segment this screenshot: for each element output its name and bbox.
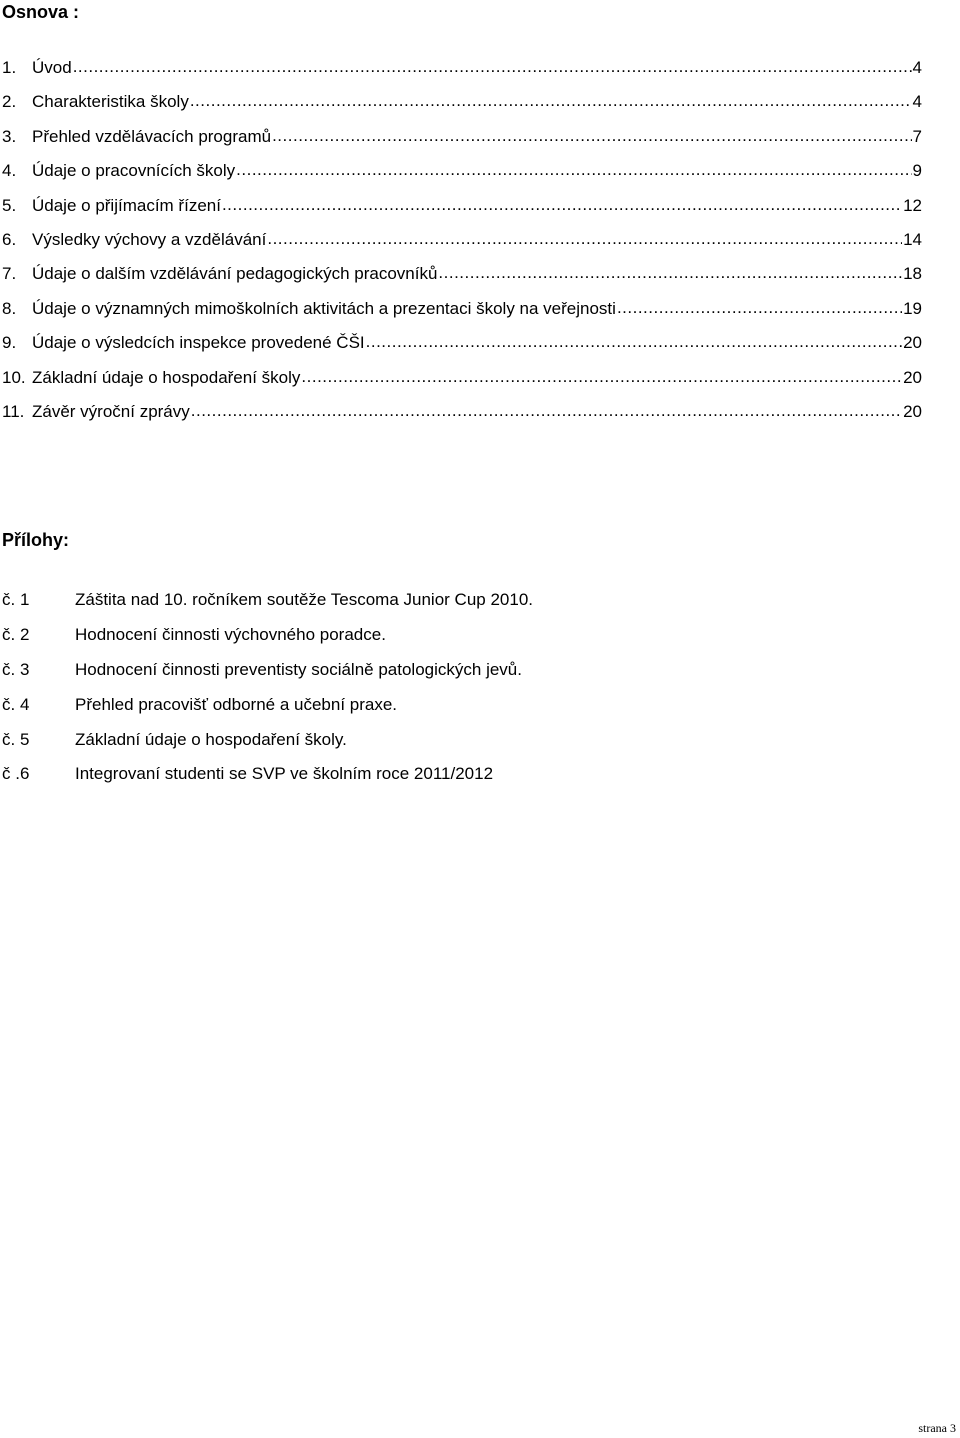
- annex-text: Základní údaje o hospodaření školy.: [75, 729, 347, 749]
- annex-item: [0, 589, 700, 624]
- toc-item[interactable]: [0, 91, 922, 125]
- toc-item[interactable]: [0, 126, 922, 160]
- annex-text: Hodnocení činnosti výchovného poradce.: [75, 624, 386, 644]
- toc-leader-dots: [301, 366, 902, 388]
- toc-item-number: 3.: [2, 126, 17, 146]
- annex-text: Záštita nad 10. ročníkem soutěže Tescoma Junior Cup 2010.: [75, 590, 533, 609]
- annex-item: [0, 624, 700, 659]
- toc-item-page: 9: [912, 161, 922, 181]
- toc-item-page: 20: [903, 333, 922, 353]
- toc-leader-dots: [366, 331, 902, 353]
- toc-item-number: 11.: [2, 401, 25, 421]
- annexes-heading: Přílohy:: [2, 530, 70, 550]
- toc-item[interactable]: [0, 160, 922, 194]
- annex-number: č. 1: [2, 590, 30, 609]
- toc-leader-dots: [438, 262, 902, 284]
- annex-number: č .6: [2, 764, 30, 784]
- toc-item-title: Charakteristika školy: [32, 92, 189, 112]
- annex-item: [0, 659, 700, 694]
- toc-item-number: 1.: [2, 58, 17, 77]
- annex-number: č. 4: [2, 694, 30, 714]
- toc-leader-dots: [222, 194, 902, 216]
- toc-item[interactable]: [0, 57, 922, 91]
- annex-text: Integrovaní studenti se SVP ve školním roce 2011/2012: [75, 764, 494, 784]
- toc-item-number: 6.: [2, 229, 17, 249]
- toc-leader-dots: [272, 125, 911, 147]
- toc-item[interactable]: [0, 332, 922, 366]
- annex-item: [0, 694, 700, 729]
- toc-leader-dots: [617, 297, 902, 319]
- toc-item[interactable]: [0, 229, 922, 263]
- toc-item-number: 9.: [2, 333, 17, 353]
- annex-item: [0, 729, 700, 764]
- toc-item-page: 4: [912, 92, 922, 112]
- toc-leader-dots: [73, 56, 912, 78]
- toc-leader-dots: [191, 400, 902, 422]
- toc-heading: Osnova :: [2, 2, 80, 22]
- annex-number: č. 2: [2, 624, 30, 644]
- toc-item-title: Přehled vzdělávacích programů: [32, 126, 272, 146]
- toc-item-number: 7.: [2, 264, 17, 284]
- annex-number: č. 3: [2, 659, 30, 679]
- annex-text: Hodnocení činnosti preventisty sociálně patologických jevů.: [75, 659, 522, 679]
- annex-number: č. 5: [2, 729, 30, 749]
- toc-item-number: 5.: [2, 195, 17, 215]
- toc-item-page: 20: [903, 401, 922, 421]
- toc-item[interactable]: [0, 298, 922, 332]
- page-number: strana 3: [918, 1421, 956, 1435]
- toc-item-title: Základní údaje o hospodaření školy: [32, 367, 301, 387]
- toc-item[interactable]: [0, 401, 922, 435]
- toc-item-title: Závěr výroční zprávy: [32, 401, 190, 421]
- toc-item-number: 4.: [2, 161, 17, 181]
- toc-item-number: 10.: [2, 367, 26, 387]
- annex-item: [0, 763, 700, 798]
- toc-item-page: 19: [903, 298, 922, 318]
- toc-item-page: 14: [903, 229, 922, 249]
- toc-item-page: 7: [912, 126, 922, 146]
- toc-item-page: 4: [912, 58, 922, 77]
- toc-item-number: 2.: [2, 92, 17, 112]
- toc-item-title: Úvod: [32, 58, 72, 77]
- toc-item-title: Údaje o významných mimoškolních aktivitách a prezentaci školy na veřejnosti: [32, 298, 616, 318]
- toc-leader-dots: [190, 90, 912, 112]
- toc-leader-dots: [236, 159, 911, 181]
- toc-item-title: Výsledky výchovy a vzdělávání: [32, 229, 267, 249]
- toc-item[interactable]: [0, 195, 922, 229]
- toc-item-title: Údaje o přijímacím řízení: [32, 195, 221, 215]
- annex-text: Přehled pracovišť odborné a učební praxe.: [75, 694, 398, 714]
- toc-item[interactable]: [0, 263, 922, 297]
- toc-item-number: 8.: [2, 298, 17, 318]
- annex-list: [0, 589, 700, 798]
- toc-item-page: 20: [903, 367, 922, 387]
- toc-item-title: Údaje o výsledcích inspekce provedené ČŠI: [32, 333, 365, 353]
- toc-item-title: Údaje o pracovnících školy: [32, 161, 236, 181]
- toc-item[interactable]: [0, 367, 922, 401]
- table-of-contents: [0, 57, 922, 435]
- toc-item-page: 12: [903, 195, 922, 215]
- toc-item-title: Údaje o dalším vzdělávání pedagogických pracovníků: [32, 264, 438, 284]
- toc-item-page: 18: [903, 264, 922, 284]
- toc-leader-dots: [267, 228, 902, 250]
